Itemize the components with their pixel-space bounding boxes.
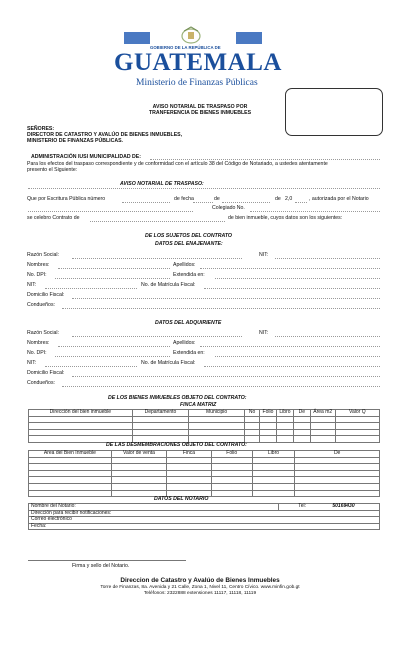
- nombres-field[interactable]: [58, 346, 170, 347]
- de-fecha-label: de fecha: [174, 196, 194, 202]
- correo-label: Correo electrónico: [29, 517, 380, 524]
- footer-title: Direccion de Catastro y Avalúo de Bienes Inmuebles: [120, 577, 280, 584]
- extendida-field[interactable]: [215, 278, 380, 279]
- col-folio: Folio: [211, 451, 252, 458]
- col-area-bien: Area del Bien Inmueble: [29, 451, 112, 458]
- table-row[interactable]: [29, 510, 380, 517]
- dpi-field[interactable]: [55, 356, 170, 357]
- aviso-underline: [28, 188, 380, 189]
- table-row[interactable]: [29, 429, 380, 436]
- nombre-notario-label: Nombre del Notario:: [29, 504, 279, 511]
- sujetos-heading: DE LOS SUJETOS DEL CONTRATO: [145, 233, 232, 239]
- nit-right-field[interactable]: [275, 336, 380, 337]
- intro-line-2: presento el Siguiente:: [27, 167, 78, 173]
- day-field[interactable]: [193, 202, 213, 203]
- table-row[interactable]: [29, 464, 380, 471]
- apellidos-field[interactable]: [200, 268, 380, 269]
- table-row[interactable]: [29, 477, 380, 484]
- contrato-field[interactable]: [90, 221, 225, 222]
- intro-line-1: Para los efectos del traspaso correspondiente y de conformidad con el artículo 38 del Código de Notariado, a ustedes atentamente: [27, 161, 328, 167]
- col-departamento: Departamento: [132, 410, 188, 417]
- dpi-field[interactable]: [55, 278, 170, 279]
- address-line-1: SEÑORES:: [27, 126, 55, 132]
- adquiriente-heading: DATOS DEL ADQUIRIENTE: [155, 320, 222, 326]
- apellidos-field[interactable]: [200, 346, 380, 347]
- col-de: De: [293, 410, 310, 417]
- matricula-label: No. de Matrícula Fiscal:: [141, 282, 196, 288]
- col-valor: Valor Q: [335, 410, 379, 417]
- se-celebro-label: se celebro Contrato de: [27, 215, 80, 221]
- flag-stripe-right: [236, 32, 262, 44]
- footer: [60, 577, 340, 597]
- admin-label: ADMINISTRACIÓN IUSI MUNICIPALIDAD DE:: [31, 154, 141, 160]
- enajenante-heading: DATOS DEL ENAJENANTE:: [155, 241, 223, 247]
- table-row[interactable]: [29, 457, 380, 464]
- address-block: [27, 126, 182, 144]
- apellidos-label: Apellidos:: [173, 340, 196, 346]
- year-field[interactable]: [295, 202, 307, 203]
- de-label-1: de: [214, 196, 220, 202]
- razon-social-label: Razón Social:: [27, 252, 60, 258]
- firma-line[interactable]: [28, 560, 186, 561]
- table-row[interactable]: [29, 523, 380, 530]
- de-bien-label: de bien inmueble, cuyos datos son los siguientes:: [228, 215, 343, 221]
- que-por-label: Que por Escritura Pública número: [27, 196, 106, 202]
- nombres-field[interactable]: [58, 268, 170, 269]
- apellidos-label: Apellidos:: [173, 262, 196, 268]
- table-row[interactable]: [29, 470, 380, 477]
- nombres-label: Nombres:: [27, 262, 50, 268]
- bienes-heading: DE LOS BIENES INMUEBLES OBJETO DEL CONTRATO:: [108, 395, 247, 401]
- coat-of-arms-icon: [176, 26, 206, 44]
- flag-stripe-left: [124, 32, 150, 44]
- intro-text: [27, 161, 328, 173]
- table-header-row: [29, 410, 380, 417]
- dpi-label: No. DPI:: [27, 272, 47, 278]
- nit-label: NIT:: [27, 282, 37, 288]
- table-row[interactable]: [29, 416, 380, 423]
- table-row[interactable]: [29, 517, 380, 524]
- autorizada-label: , autorizada por el Notario: [309, 196, 369, 202]
- notario-heading: DATOS DEL NOTARIO: [154, 496, 209, 502]
- aviso-heading: AVISO NOTARIAL DE TRASPASO:: [120, 181, 204, 187]
- razon-social-label: Razón Social:: [27, 330, 60, 336]
- nit-right-label: NIT:: [259, 330, 269, 336]
- month-field[interactable]: [222, 202, 270, 203]
- form-title: [90, 104, 310, 116]
- bienes-table: [28, 409, 380, 443]
- conduenos-label: Condueños:: [27, 380, 55, 386]
- nit-label: NIT:: [27, 360, 37, 366]
- razon-social-field[interactable]: [72, 258, 242, 259]
- razon-social-field[interactable]: [72, 336, 242, 337]
- col-direccion: Dirección del bien inmueble: [29, 410, 133, 417]
- admin-field[interactable]: [150, 159, 380, 160]
- desmembraciones-table: [28, 450, 380, 497]
- nit-right-label: NIT:: [259, 252, 269, 258]
- extendida-label: Extendida en:: [173, 350, 205, 356]
- col-no: No: [245, 410, 260, 417]
- extendida-field[interactable]: [215, 356, 380, 357]
- matricula-field[interactable]: [204, 366, 380, 367]
- address-line-2: DIRECTOR DE CATASTRO Y AVALÚO DE BIENES INMUEBLES,: [27, 132, 183, 138]
- finca-matriz-heading: FINCA MATRIZ: [180, 402, 217, 408]
- logo: [110, 26, 282, 96]
- firma-label: Firma y sello del Notario.: [72, 563, 130, 569]
- col-municipio: Municipio: [189, 410, 245, 417]
- desmembraciones-heading: DE LAS DESMEMBRACIONES OBJETO DEL CONTRATO:: [106, 442, 247, 448]
- domicilio-label: Domicilio Fiscal:: [27, 292, 65, 298]
- nit-field[interactable]: [45, 366, 137, 367]
- col-finca: Finca: [167, 451, 212, 458]
- title-line-1: AVISO NOTARIAL DE TRASPASO POR: [152, 104, 248, 110]
- nit-field[interactable]: [45, 288, 137, 289]
- domicilio-field[interactable]: [72, 376, 380, 377]
- tel-label: Tel:: [279, 504, 309, 511]
- col-libro: Libro: [252, 451, 295, 458]
- country-name: GUATEMALA: [114, 49, 282, 76]
- year-prefix: 2,0: [285, 196, 293, 202]
- seal-top-text: GOBIERNO DE LA REPÚBLICA DE: [150, 45, 221, 50]
- footer-phones: Teléfonos: 2322888 extensiones 11117, 11118, 11119: [143, 591, 257, 596]
- colegiado-field[interactable]: [250, 211, 380, 212]
- table-row[interactable]: [29, 423, 380, 430]
- nombres-label: Nombres:: [27, 340, 50, 346]
- notario-table: [28, 503, 380, 530]
- conduenos-field[interactable]: [62, 386, 380, 387]
- table-row[interactable]: [29, 483, 380, 490]
- col-valor-venta: Valor de venta: [111, 451, 166, 458]
- table-header-row: [29, 451, 380, 458]
- de-label-2: de: [275, 196, 281, 202]
- ministry-name: Ministerio de Finanzas Públicas: [136, 78, 258, 88]
- conduenos-label: Condueños:: [27, 302, 55, 308]
- colegiado-label: Colegiado No.: [212, 205, 245, 211]
- fecha-label: Fecha:: [29, 523, 380, 530]
- col-de: De: [295, 451, 380, 458]
- col-libro: Libro: [276, 410, 293, 417]
- col-area: Área m2: [310, 410, 335, 417]
- conduenos-field[interactable]: [62, 308, 380, 309]
- direccion-label: Dirección para recibir notificaciones:: [29, 510, 380, 517]
- notario-field[interactable]: [28, 211, 193, 212]
- domicilio-label: Domicilio Fiscal:: [27, 370, 65, 376]
- footer-address: Torre de Finanzas, 8a. Avenida y 21 Calle, Zona 1, Nivel 11, Centro Cívico. www.minfin.gob.gt: [100, 585, 300, 590]
- tel-value: 50169430: [308, 504, 380, 511]
- matricula-label: No. de Matrícula Fiscal:: [141, 360, 196, 366]
- address-line-3: MINISTERIO DE FINANZAS PÚBLICAS.: [27, 138, 123, 144]
- dpi-label: No. DPI:: [27, 350, 47, 356]
- extendida-label: Extendida en:: [173, 272, 205, 278]
- escritura-number-field[interactable]: [122, 202, 170, 203]
- matricula-field[interactable]: [204, 288, 380, 289]
- title-line-2: TRANFERENCIA DE BIENES INMUEBLES: [148, 110, 252, 116]
- col-folio: Folio: [260, 410, 277, 417]
- domicilio-field[interactable]: [72, 298, 380, 299]
- nit-right-field[interactable]: [275, 258, 380, 259]
